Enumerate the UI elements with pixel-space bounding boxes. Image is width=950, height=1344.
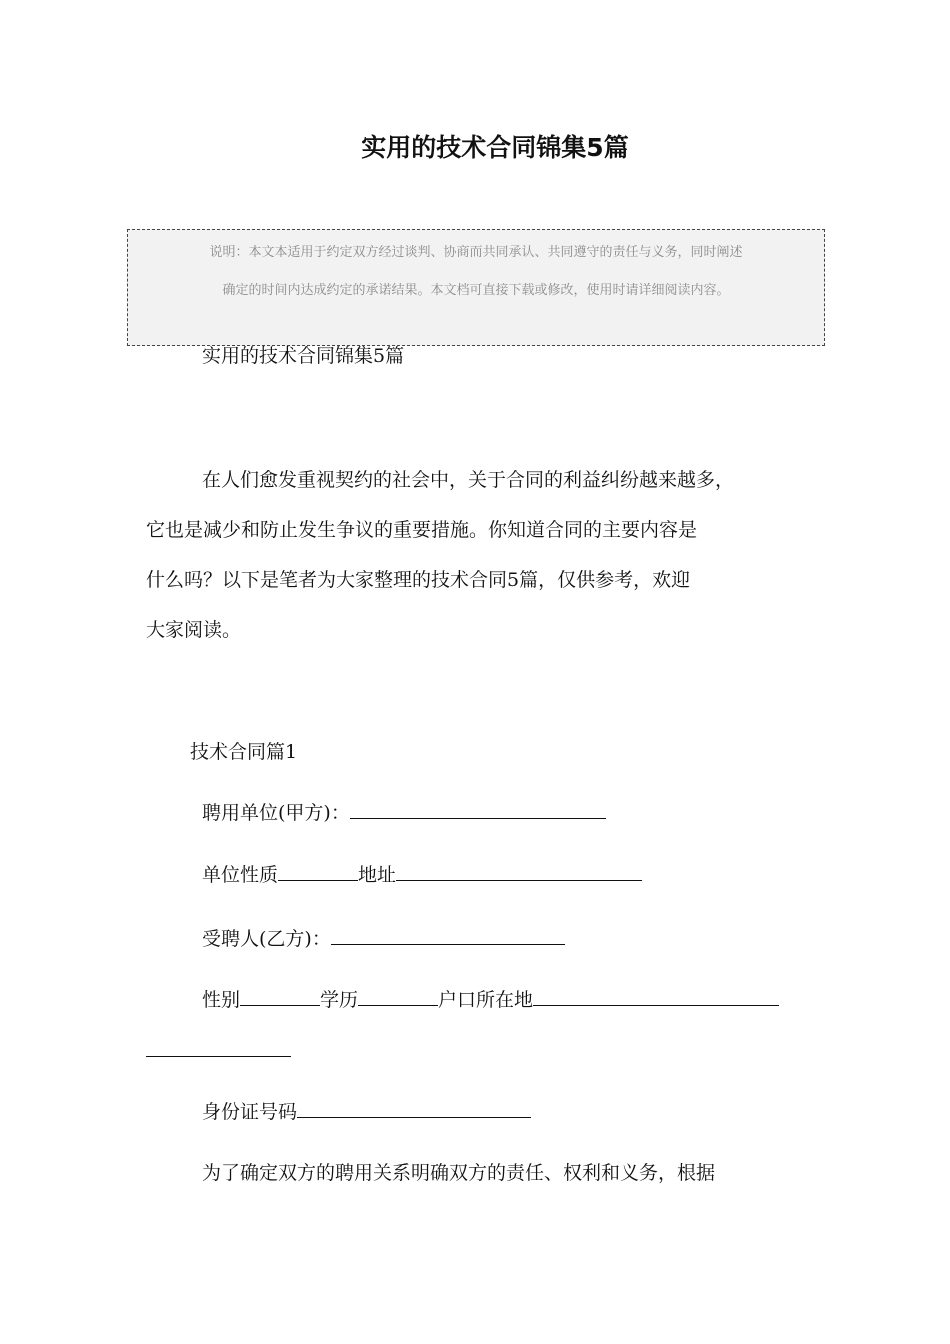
nature-label: 单位性质: [202, 864, 279, 886]
id-number-blank[interactable]: [297, 1097, 531, 1118]
employer-label: 聘用单位(甲方)：: [202, 802, 350, 824]
closing-line: 为了确定双方的聘用关系明确双方的责任、权利和义务，根据: [202, 1162, 716, 1184]
id-number-label: 身份证号码: [202, 1101, 298, 1123]
intro-line-3: 什么吗？以下是笔者为大家整理的技术合同5篇，仅供参考，欢迎: [146, 569, 691, 591]
notice-box: [127, 229, 825, 346]
education-label: 学历: [320, 989, 359, 1011]
intro-line-1: 在人们愈发重视契约的社会中，关于合同的利益纠纷越来越多，: [202, 469, 735, 491]
employer-blank[interactable]: [350, 798, 606, 819]
notice-line-2: 确定的时间内达成约定的承诺结果。本文档可直接下载或修改，使用时请详细阅读内容。: [222, 283, 730, 298]
gender-label: 性别: [202, 989, 241, 1011]
employee-blank[interactable]: [331, 924, 565, 945]
residence-blank-continued[interactable]: [146, 1036, 291, 1066]
intro-line-2: 它也是减少和防止发生争议的重要措施。你知道合同的主要内容是: [146, 519, 698, 541]
address-blank[interactable]: [396, 860, 642, 881]
notice-line-1: 说明：本文本适用于约定双方经过谈判、协商而共同承认、共同遵守的责任与义务，同时阐述: [209, 245, 743, 260]
residence-blank[interactable]: [533, 985, 779, 1006]
id-number-field: [202, 1097, 531, 1127]
employee-label: 受聘人(乙方)：: [202, 928, 331, 950]
section-heading: 技术合同篇1: [190, 741, 298, 763]
nature-blank[interactable]: [278, 860, 358, 881]
employer-field: [202, 798, 606, 828]
document-subtitle: 实用的技术合同锦集5篇: [202, 345, 405, 367]
document-title: 实用的技术合同锦集5篇: [361, 133, 629, 162]
intro-line-4: 大家阅读。: [146, 619, 242, 641]
employee-field: [202, 924, 565, 954]
nature-address-field: [202, 860, 642, 890]
education-blank[interactable]: [358, 985, 438, 1006]
residence-label: 户口所在地: [438, 989, 534, 1011]
gender-blank[interactable]: [240, 985, 320, 1006]
gender-edu-residence-field: [202, 985, 779, 1015]
address-label: 地址: [358, 864, 397, 886]
